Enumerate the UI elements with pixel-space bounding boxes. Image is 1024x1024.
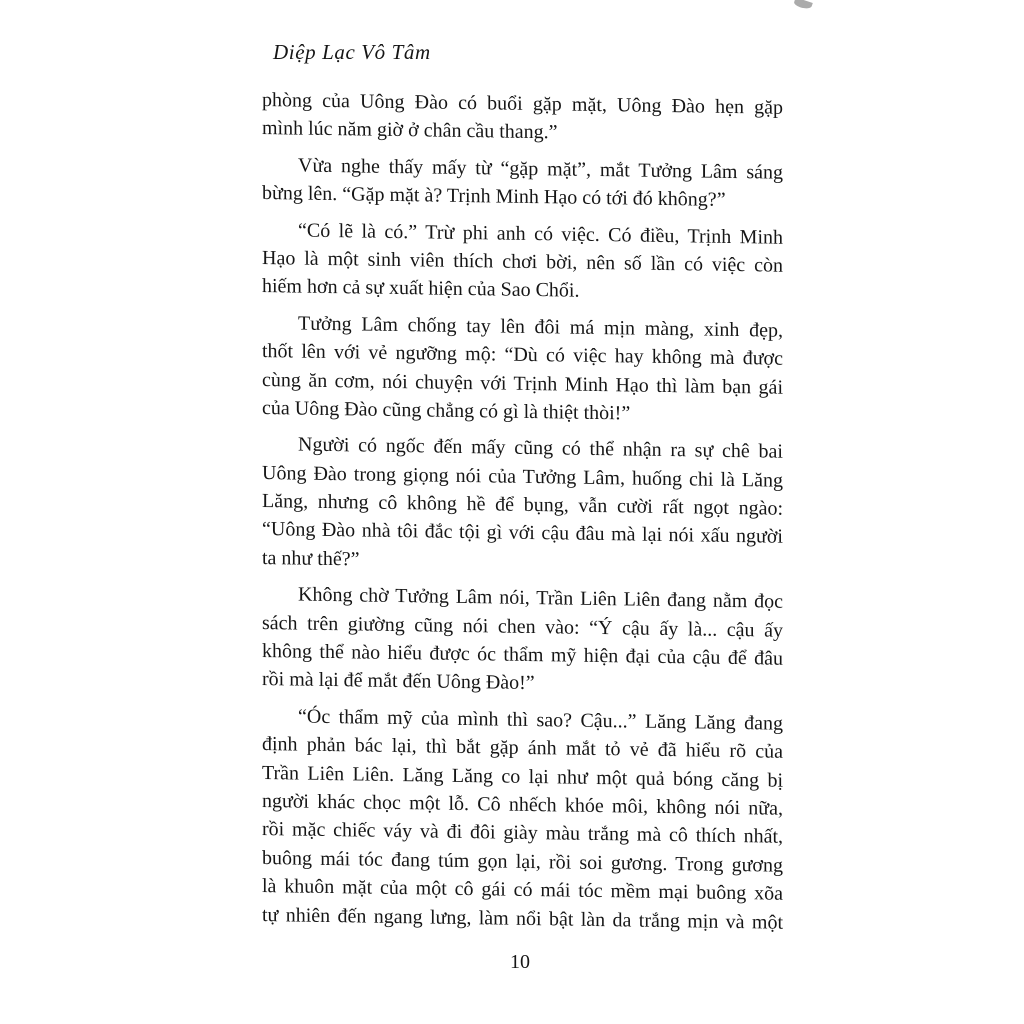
text-line: Vừa nghe thấy mấy từ “gặp mặt”, mắt Tưởng Lâm sáng [298,154,783,184]
text-line: không thể nào hiểu được óc thẩm mỹ hiện đại của cậu để đâu [262,640,783,670]
text-line: sách trên giường cũng nói chen vào: “Ý cậu ấy là... cậu ấy [262,611,783,642]
text-line: là khuôn mặt của một cô gái có mái tóc mềm mại buông xõa [262,875,783,905]
text-line: định phản bác lại, thì bắt gặp ánh mắt tỏ vẻ đã hiểu rõ của [262,733,783,763]
text-line: Người có ngốc đến mấy cũng có thể nhận ra sự chê bai [298,433,783,464]
text-line: rồi mà lại để mắt đến Uông Đào!” [262,668,535,695]
text-line: Hạo là một sinh viên thích chơi bời, nên số lần có việc còn [262,246,783,277]
paragraph [262,151,783,216]
text-line: thốt lên với vẻ ngưỡng mộ: “Dù có việc hay không mà được [262,340,783,370]
text-line: của Uông Đào cũng chẳng có gì là thiệt thòi!” [262,396,631,425]
text-line: Trần Liên Liên. Lăng Lăng co lại như một quả bóng căng bị [262,761,783,792]
text-line: “Óc thẩm mỹ của mình thì sao? Cậu...” Lăng Lăng đang [298,705,783,735]
text-line: Uông Đào trong giọng nói của Tưởng Lâm, huống chi là Lăng [262,461,783,492]
scan-edge-mark [793,0,813,11]
text-line: phòng của Uông Đào có buổi gặp mặt, Uông Đào hẹn gặp [262,89,783,119]
text-line: hiếm hơn cả sự xuất hiện của Sao Chổi. [262,275,580,303]
text-line: buông mái tóc đang túm gọn lại, rồi soi gương. Trong gương [262,846,783,877]
paragraph [262,702,783,937]
text-line: Không chờ Tưởng Lâm nói, Trần Liên Liên đang nằm đọc [298,583,783,613]
text-line: mình lúc năm giờ ở chân cầu thang.” [262,117,558,144]
paragraph [262,216,783,309]
text-line: cùng ăn cơm, nói chuyện với Trịnh Minh Hạo thì làm bạn gái [262,368,783,399]
text-line: người khác chọc một lỗ. Cô nhếch khóe môi, không nói nữa, [262,789,783,820]
text-line: rồi mặc chiếc váy và đi đôi giày màu trắng mà cô thích nhất, [262,818,783,849]
body-text [262,86,783,945]
paragraph [262,86,783,151]
text-line: “Có lẽ là có.” Trừ phi anh có việc. Có điều, Trịnh Minh [298,219,783,249]
text-line: Lăng, nhưng cô không hề để bụng, vẫn cười rất ngọt ngào: [262,490,783,520]
text-line: ta như thế?” [262,546,360,571]
text-line: tự nhiên đến ngang lưng, làm nổi bật làn da trắng mịn và một [262,903,783,934]
paragraph [262,309,783,430]
page-number: 10 [510,951,530,973]
text-line: bừng lên. “Gặp mặt à? Trịnh Minh Hạo có tới đó không?” [262,182,726,212]
text-line: “Uông Đào nhà tôi đắc tội gì với cậu đâu mà lại nói xấu người [262,518,783,549]
running-head-title: Diệp Lạc Vô Tâm [273,40,431,64]
paragraph [262,580,783,701]
text-line: Tưởng Lâm chống tay lên đôi má mịn màng, xinh đẹp, [298,312,783,342]
paragraph [262,430,783,580]
